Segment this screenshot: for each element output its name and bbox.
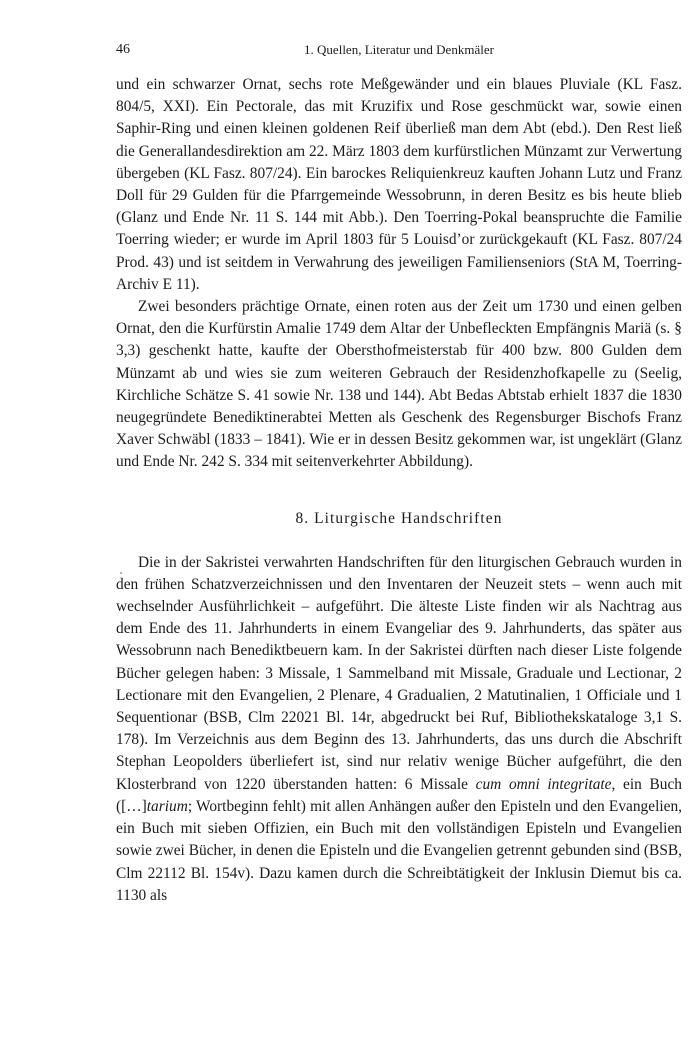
paragraph-text: ; Wortbeginn fehlt) mit allen Anhängen außer den Episteln und den Evangelien, ein Buch mit sieben Offizien, ein Buch mit den vollständigen Episteln und Evangelien sowie zwei Bücher, in denen die Episteln und die Evangelien getrennt gebunden sind (BSB, Clm 22112 Bl. 154v). Dazu kamen durch die Schreibtätigkeit der Inklusin Diemut bis ca. 1130 als bbox=[116, 797, 682, 904]
document-page bbox=[116, 40, 682, 907]
page-number: 46 bbox=[116, 42, 130, 57]
section-heading: 8. Liturgische Handschriften bbox=[295, 509, 503, 527]
paragraph-ornate: Zwei besonders prächtige Ornate, einen roten aus der Zeit um 1730 und einen gelben Ornat, den die Kurfürstin Amalie 1749 dem Altar der Unbefleckten Empfängnis Mariä (s. § 3,3) geschenkt hatte, kaufte der Obersthofmeisterstab für 400 bzw. 800 Gulden dem Münzamt ab und wies sie zum weiteren Gebrauch der Residenzhofkapelle zu (Seelig, Kirchliche Schätze S. 41 sowie Nr. 138 und 144). Abt Bedas Abtstab erhielt 1837 die 1830 neugegründete Benediktinerabtei Metten als Geschenk des Regensburger Bischofs Franz Xaver Schwäbl (1833 – 1841). Wie er in dessen Besitz gekommen war, ist ungeklärt (Glanz und Ende Nr. 242 S. 334 mit seitenverkehrter Abbildung). bbox=[116, 298, 682, 471]
paragraph-continuation: und ein schwarzer Ornat, sechs rote Meßgewänder und ein blaues Pluviale (KL Fasz. 804/5, XXI). Ein Pectorale, das mit Kruzifix und Rose geschmückt war, sowie einen Saphir-Ring und einen kleinen goldenen Reif überließ man dem Abt (ebd.). Den Rest ließ die Generallandesdirektion am 22. März 1803 dem kurfürstlichen Münzamt zur Verwertung übergeben (KL Fasz. 807/24). Ein barockes Reliquienkreuz kauften Johann Lutz und Franz Doll für 29 Gulden für die Pfarrgemeinde Wessobrunn, in deren Besitz es bis heute blieb (Glanz und Ende Nr. 11 S. 144 mit Abb.). Den Toerring-Pokal beanspruchte die Familie Toerring wieder; er wurde im April 1803 für 5 Louisd’or zurückgekauft (KL Fasz. 807/24 Prod. 43) und ist seitdem in Verwahrung des jeweiligen Familienseniors (StA M, Toerring-Archiv E 11). bbox=[116, 76, 682, 293]
body-text bbox=[116, 74, 682, 907]
scan-speck bbox=[120, 572, 122, 574]
running-title: 1. Quellen, Literatur und Denkmäler bbox=[304, 42, 494, 57]
paragraph-liturgical-manuscripts bbox=[116, 552, 682, 907]
paragraph-text: Die in der Sakristei verwahrten Handschriften für den liturgischen Gebrauch wurden in den frühen Schatzverzeichnissen und den Inventaren der Neuzeit stets – wenn auch mit wechselnder Ausführlichkeit – aufgeführt. Die älteste Liste finden wir als Nachtrag aus dem Ende des 11. Jahrhunderts in einem Evangeliar des 9. Jahrhunderts, das später aus Wessobrunn nach Benediktbeuern kam. In der Sakristei dürften nach dieser Liste folgende Bücher gelegen haben: 3 Missale, 1 Sammelband mit Missale, Graduale und Lectionar, 2 Lectionare mit den Evangelien, 2 Plenare, 4 Gradualien, 2 Matutinalien, 1 Officiale und 1 Sequentionar (BSB, Clm 22021 Bl. 14r, abgedruckt bei Ruf, Bibliothekskataloge 3,1 S. 178). Im Verzeichnis aus dem Beginn des 13. Jahrhunderts, das uns durch die Abschrift Stephan Leopolders überliefert ist, sind nur relativ wenige Bücher aufgeführt, die den Klosterbrand von 1220 überstanden hatten: 6 Missale bbox=[116, 553, 682, 793]
italic-phrase: cum omni integritate bbox=[475, 775, 612, 793]
running-header bbox=[116, 40, 682, 64]
italic-fragment: tarium bbox=[146, 797, 188, 815]
paragraph-text: , ein Buch ([…] bbox=[116, 775, 682, 815]
